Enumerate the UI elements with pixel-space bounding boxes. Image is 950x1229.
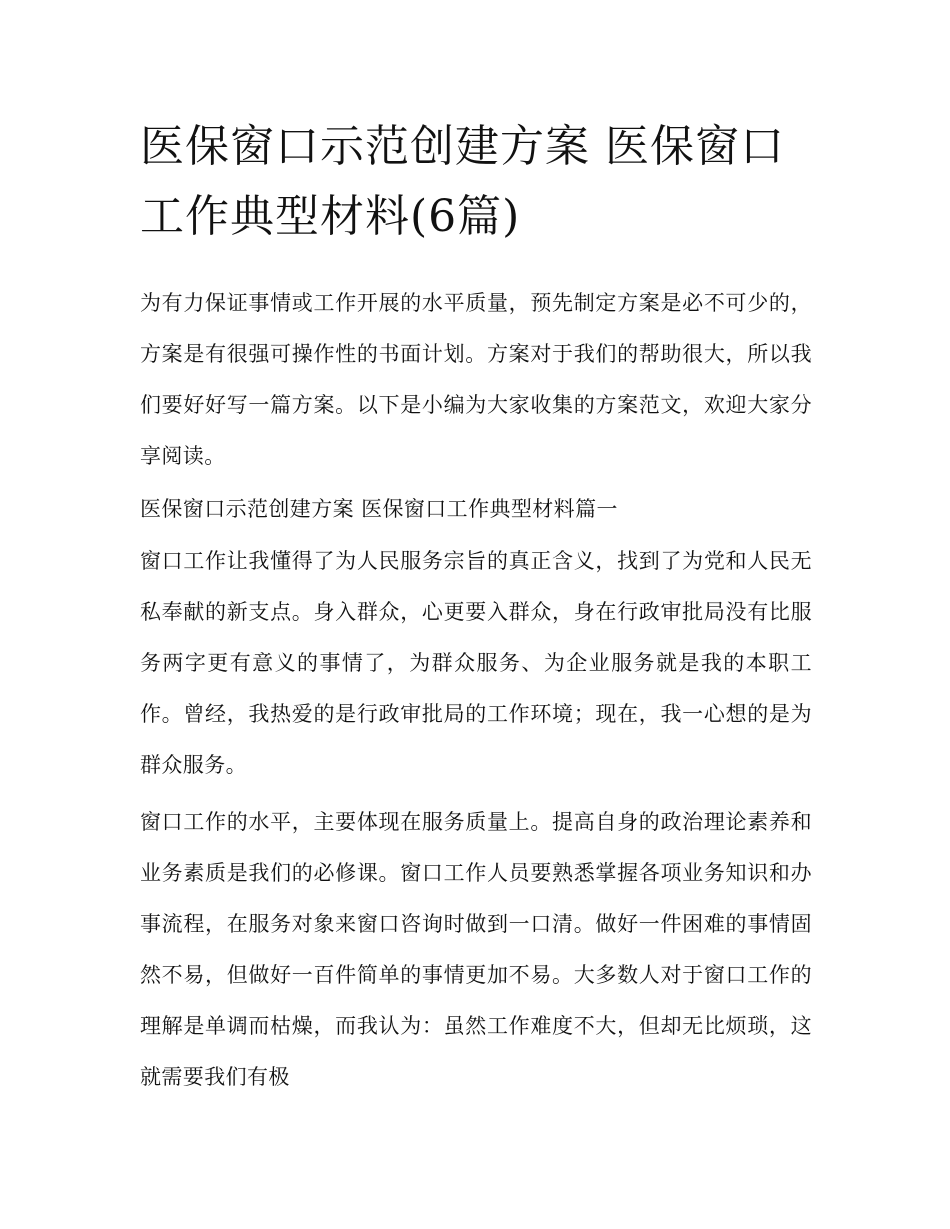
document-title: 医保窗口示范创建方案 医保窗口工作典型材料(6篇) <box>140 121 785 242</box>
intro-paragraph: 为有力保证事情或工作开展的水平质量，预先制定方案是必不可少的，方案是有很强可操作性的书面计划。方案对于我们的帮助很大，所以我们要好好写一篇方案。以下是小编为大家收集的方案范文，欢迎大家分享阅读。 <box>140 291 812 468</box>
body-paragraph-1: 窗口工作让我懂得了为人民服务宗旨的真正含义，找到了为党和人民无私奉献的新支点。身入群众，心更要入群众，身在行政审批局没有比服务两字更有意义的事情了，为群众服务、为企业服务就是我的本职工作。曾经，我热爱的是行政审批局的工作环境；现在，我一心想的是为群众服务。 <box>140 549 812 777</box>
section-heading: 医保窗口示范创建方案 医保窗口工作典型材料篇一 <box>140 497 618 521</box>
body-paragraph-2: 窗口工作的水平，主要体现在服务质量上。提高自身的政治理论素养和业务素质是我们的必修课。窗口工作人员要熟悉掌握各项业务知识和办事流程，在服务对象来窗口咨询时做到一口清。做好一件困难的事情固然不易，但做好一百件简单的事情更加不易。大多数人对于窗口工作的理解是单调而枯燥，而我认为：虽然工作难度不大，但却无比烦琐，这就需要我们有极 <box>140 810 812 1089</box>
document-page <box>140 112 812 1109</box>
